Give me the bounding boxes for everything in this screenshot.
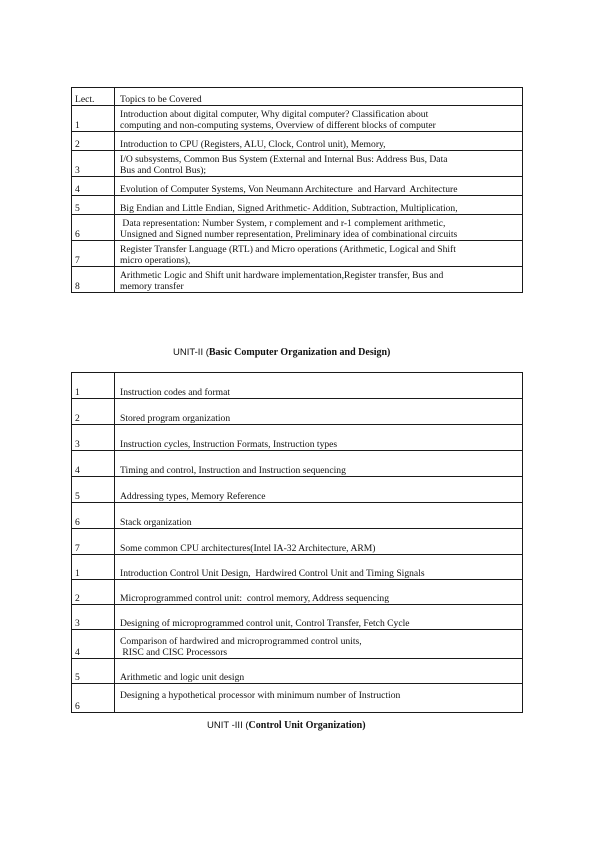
lecture-topic [115, 580, 523, 605]
lecture-topic [115, 196, 523, 215]
lecture-number: 4 [72, 451, 115, 477]
table-row [72, 684, 523, 713]
lecture-topic [115, 399, 523, 425]
topic-line: RISC and CISC Processors [120, 647, 228, 658]
lecture-number: 2 [72, 399, 115, 425]
topic-line: Arithmetic and logic unit design [120, 672, 245, 683]
lecture-number: 1 [72, 106, 115, 132]
table-row [72, 425, 523, 451]
table-row [72, 580, 523, 605]
lecture-topic [115, 503, 523, 529]
lecture-number: 3 [72, 151, 115, 177]
lecture-number: 7 [72, 241, 115, 267]
unit2-heading-title: Basic Computer Organization and Design) [208, 347, 391, 358]
lecture-topic [115, 659, 523, 684]
lecture-topic [115, 106, 523, 132]
lecture-topic [115, 425, 523, 451]
topic-line: memory transfer [120, 281, 184, 292]
unit1-table-body [72, 88, 523, 293]
topic-line: Unsigned and Signed number representation, Preliminary idea of combinational circuits [120, 229, 458, 240]
table-row [72, 196, 523, 215]
lecture-topic [115, 630, 523, 659]
table-row [72, 267, 523, 293]
topic-line: Stored program organization [120, 413, 231, 424]
table-row [72, 630, 523, 659]
topic-line: Instruction cycles, Instruction Formats, Instruction types [120, 439, 338, 450]
unit2-lecture-table [71, 372, 523, 713]
lecture-topic [115, 684, 523, 713]
table-row [72, 132, 523, 151]
topic-line: Data representation: Number System, r complement and r-1 complement arithmetic, [120, 218, 446, 229]
topic-line: Stack organization [120, 517, 192, 528]
table-row [72, 659, 523, 684]
lecture-topic [115, 605, 523, 630]
lecture-number: 6 [72, 684, 115, 713]
topic-line: Microprogrammed control unit: control memory, Address sequencing [120, 593, 390, 604]
table-row [72, 399, 523, 425]
topic-line: Introduction about digital computer, Why digital computer? Classification about [120, 109, 429, 120]
lecture-number: 6 [72, 215, 115, 241]
lecture-number: 4 [72, 177, 115, 196]
topic-line: Arithmetic Logic and Shift unit hardware implementation,Register transfer, Bus and [120, 270, 444, 281]
lecture-number: 6 [72, 503, 115, 529]
topic-line: Comparison of hardwired and microprogrammed control units, [120, 636, 362, 647]
topic-line: Bus and Control Bus); [120, 165, 207, 176]
table-row [72, 555, 523, 580]
table-row [72, 106, 523, 132]
topic-line: computing and non-computing systems, Overview of different blocks of computer [120, 120, 436, 131]
lecture-number: 7 [72, 529, 115, 555]
table-row [72, 451, 523, 477]
unit2-table-body [72, 373, 523, 713]
topic-line: Evolution of Computer Systems, Von Neumann Architecture and Harvard Architecture [120, 184, 458, 195]
lecture-number: 1 [72, 373, 115, 399]
table-row [72, 177, 523, 196]
lecture-number: 3 [72, 425, 115, 451]
lecture-number: 2 [72, 580, 115, 605]
lecture-number: 5 [72, 477, 115, 503]
topic-line: Designing a hypothetical processor with minimum number of Instruction [120, 690, 401, 701]
table-row [72, 503, 523, 529]
lecture-topic [115, 529, 523, 555]
topics-header: Topics to be Covered [115, 88, 523, 106]
lecture-topic [115, 451, 523, 477]
table-row [72, 605, 523, 630]
table-row [72, 477, 523, 503]
lecture-topic [115, 373, 523, 399]
unit2-heading [173, 347, 390, 359]
lecture-number: 5 [72, 196, 115, 215]
lecture-number: 4 [72, 630, 115, 659]
table-row [72, 373, 523, 399]
lecture-number: 1 [72, 555, 115, 580]
unit3-heading [207, 720, 366, 732]
topic-line: Addressing types, Memory Reference [120, 491, 266, 502]
topic-line: Designing of microprogrammed control unit, Control Transfer, Fetch Cycle [120, 618, 410, 629]
table-row [72, 215, 523, 241]
unit1-lecture-table [71, 87, 523, 293]
lecture-number: 2 [72, 132, 115, 151]
table-row [72, 529, 523, 555]
lecture-topic [115, 215, 523, 241]
table-row [72, 241, 523, 267]
lecture-topic [115, 177, 523, 196]
lecture-topic [115, 555, 523, 580]
topic-line: Some common CPU architectures(Intel IA-32 Architecture, ARM) [120, 543, 376, 554]
lecture-number-header: Lect. [72, 88, 115, 106]
lecture-number: 5 [72, 659, 115, 684]
table-row [72, 151, 523, 177]
topic-line: micro operations), [120, 255, 191, 266]
topic-line: Big Endian and Little Endian, Signed Arithmetic- Addition, Subtraction, Multiplication, [120, 203, 458, 214]
topic-line: I/O subsystems, Common Bus System (External and Internal Bus: Address Bus, Data [120, 154, 448, 165]
unit3-heading-title: Control Unit Organization) [248, 720, 366, 731]
lecture-topic [115, 241, 523, 267]
topic-line: Introduction Control Unit Design, Hardwired Control Unit and Timing Signals [120, 568, 425, 579]
lecture-topic [115, 477, 523, 503]
lecture-number: 8 [72, 267, 115, 293]
unit2-heading-prefix: UNIT-II ( [173, 347, 209, 358]
lecture-topic [115, 151, 523, 177]
topic-line: Introduction to CPU (Registers, ALU, Clock, Control unit), Memory, [120, 139, 386, 150]
lecture-topic [115, 132, 523, 151]
lecture-number: 3 [72, 605, 115, 630]
topic-line [120, 701, 519, 712]
topic-line: Instruction codes and format [120, 387, 231, 398]
unit3-heading-prefix: UNIT -III ( [207, 720, 249, 731]
topic-line: Timing and control, Instruction and Instruction sequencing [120, 465, 346, 476]
lecture-topic [115, 267, 523, 293]
table-header-row [72, 88, 523, 106]
topic-line: Register Transfer Language (RTL) and Micro operations (Arithmetic, Logical and Shift [120, 244, 456, 255]
